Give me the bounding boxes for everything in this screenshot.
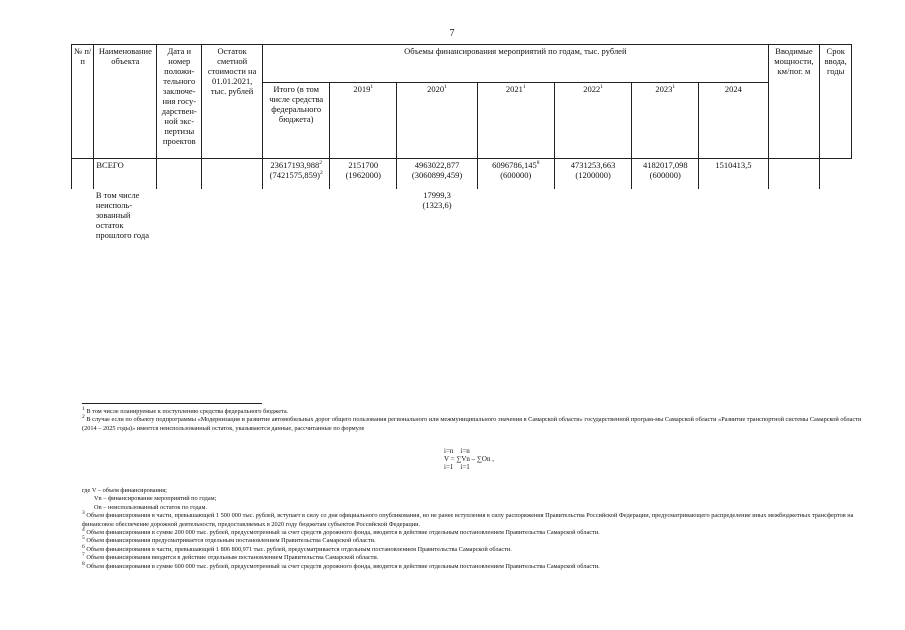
header-2022: 2022$^1$	[554, 83, 631, 159]
footnote-2: $^2$ В случае если по объекту подпрограммы «Модернизация и развитие автомобильных дорог общего пользования регионального или межмуниципального значения в Самарской области» государственной програм-мы Самарской области «Развитие транспортной системы Самарской области (2014 – 2025 годы)» имеется неиспользованный остаток, указываются данные, рассчитанные по формуле	[82, 414, 862, 432]
formula: i=n i=n V = ∑Vn – ∑On , i=1 i=1	[444, 447, 494, 471]
header-capacity: Вводимые мощности, км/пог. м	[768, 45, 820, 159]
header-volume: Объемы финансирования мероприятий по годам, тыс. рублей	[263, 45, 768, 83]
row-total-2019: 2151700 (1962000)	[330, 159, 397, 189]
row-total-2022: 4731253,663 (1200000)	[554, 159, 631, 189]
header-term: Срок ввода, годы	[820, 45, 852, 159]
page-number: 7	[449, 28, 455, 39]
header-2019: 2019$^1$	[330, 83, 397, 159]
header-2020: 2020$^1$	[397, 83, 477, 159]
header-name: Наименование объекта	[94, 45, 157, 159]
row-total-2020: 4963022,877 (3060899,459)	[397, 159, 477, 189]
footnote-8: $^8$ Объем финансирования в сумме 600 000 тыс. рублей, предусмотренный за счет средств дорожного фонда, вводится в действие отдельным постановлением Правительства Самарской области.	[82, 560, 600, 570]
row-total-2024: 1510413,5	[699, 159, 768, 189]
footnotes-bottom	[82, 487, 862, 571]
table-row-total	[72, 159, 852, 189]
row-unused-label: В том числе неисполь-зованный остаток прошлого года	[95, 189, 149, 240]
footnote-rule	[82, 403, 262, 404]
funding-table	[71, 44, 852, 241]
header-num: № п/п	[72, 45, 94, 159]
footnote-1: $^1$ В том числе планируемые к поступлению средства федерального бюджета.	[82, 405, 289, 415]
table-row-unused-balance	[72, 189, 852, 241]
header-2024: 2024	[699, 83, 768, 159]
row-total-2023: 4182017,098 (600000)	[632, 159, 699, 189]
header-2023: 2023$^1$	[632, 83, 699, 159]
where-on: On – неиспользованный остаток по годам.	[94, 503, 208, 511]
row-unused-2020: 17999,3 (1323,6)	[422, 189, 452, 210]
footnote-3: $^3$ Объем финансирования в части, превышающей 1 500 000 тыс. рублей, вступает в силу со дня официального опубликования, но не ранее вступления в силу распоряжения Правительства Российской Федерации, предусматривающего распределение иных межбюджетных трансфертов на финансовое обеспечение дорожной деятельности, предоставляемых в 2020 году бюджетам субъектов Российской Федерации.	[82, 510, 854, 528]
footnote-7: $^7$ Объем финансирования вводится в действие отдельным постановлением Правительства Самарской области.	[82, 552, 379, 562]
row-total-label: ВСЕГО	[94, 159, 157, 189]
row-total-value: 23617193,988$^2$ $(7421575,859)^2$	[263, 159, 330, 189]
footnote-5: $^5$ Объем финансирования предусматривается отдельным постановлением Правительства Самарской области.	[82, 535, 376, 545]
header-total-col: Итого (в том числе средства федерального бюджета)	[263, 83, 330, 159]
footnote-6: $^6$ Объем финансирования в части, превышающей 1 806 800,971 тыс. рублей, предусматривается отдельным постановлением Правительства Самарской области.	[82, 543, 512, 553]
header-2021: 2021$^1$	[477, 83, 554, 159]
footnote-4: $^4$ Объем финансирования в сумме 200 000 тыс. рублей, предусмотренный за счет средств дорожного фонда, вводится в действие отдельным постановлением Правительства Самарской области.	[82, 526, 600, 537]
where-v: где V – объем финансирования;	[82, 487, 167, 494]
header-date: Дата и номер положи-тельного заключе-ния госу-дарствен-ной экс-пертизы проектов	[157, 45, 202, 159]
row-total-2021: 6096786,145$^8$ (600000)	[477, 159, 554, 189]
header-balance: Остаток сметной стоимости на 01.01.2021, тыс. рублей	[202, 45, 263, 159]
where-vn: Vn – финансирование мероприятий по годам;	[94, 495, 217, 503]
